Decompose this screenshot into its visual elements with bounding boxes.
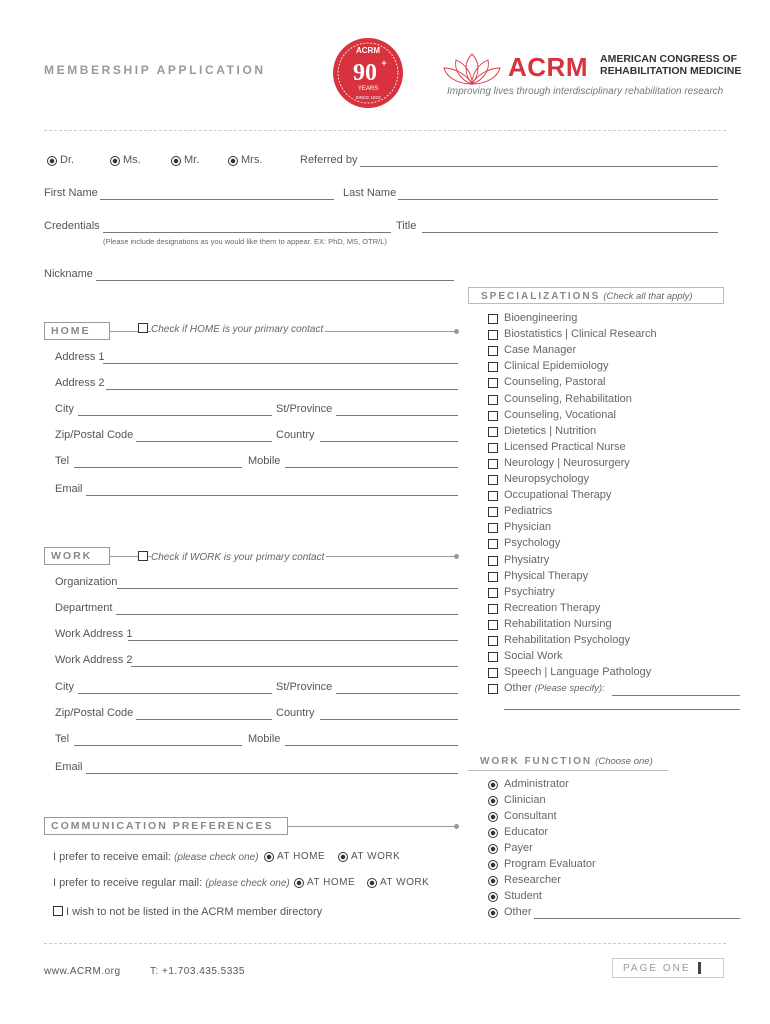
salutation-dr-radio[interactable] [47,156,57,166]
salutation-mrs-label: Mrs. [241,154,263,166]
work-function-hint: (Choose one) [595,756,653,767]
email-at-home-label: AT HOME [277,851,326,862]
specialization-checkbox[interactable] [488,572,498,582]
work-tel-label: Tel [55,733,70,745]
salutation-ms-label: Ms. [123,154,141,166]
specialization-checkbox[interactable] [488,314,498,324]
work-function-heading: WORK FUNCTION [480,756,593,767]
specialization-label: Physical Therapy [504,569,589,582]
not-listed-checkbox[interactable] [53,906,63,916]
work-organization-label: Organization [55,576,118,588]
work-section-dot [454,554,459,559]
home-city-field[interactable] [78,415,272,416]
work-function-label: Consultant [504,810,557,822]
specialization-checkbox[interactable] [488,556,498,566]
credentials-note: (Please include designations as you would like them to appear. EX: PhD, MS, OTR/L) [103,237,387,246]
specialization-checkbox[interactable] [488,668,498,678]
organization-name-line1: AMERICAN CONGRESS OF [600,53,738,65]
seal-since: SINCE 1923 [355,95,381,100]
salutation-ms-radio[interactable] [110,156,120,166]
specializations-header [468,287,724,304]
work-heading: WORK [44,547,110,565]
specialization-label: Occupational Therapy [504,489,612,502]
acrm-90-years-seal [331,36,405,110]
page-indicator [612,958,724,978]
specialization-label: Speech | Language Pathology [504,666,652,679]
specialization-label: Clinical Epidemiology [504,360,609,373]
specialization-checkbox[interactable] [488,491,498,501]
seal-years: YEARS [357,86,379,92]
work-department-label: Department [55,602,113,614]
home-primary-label: Check if HOME is your primary contact [151,324,324,335]
lotus-logo-icon [442,52,502,86]
specialization-other-label [504,682,605,694]
work-organization-field[interactable] [117,588,458,589]
credentials-label: Credentials [44,220,100,232]
work-mobile-field[interactable] [285,745,458,746]
email-at-work-radio[interactable] [338,852,348,862]
home-heading: HOME [44,322,110,340]
specialization-label: Dietetics | Nutrition [504,424,597,437]
organization-name-line2: REHABILITATION MEDICINE [600,64,742,77]
home-primary-checkbox[interactable] [138,323,148,333]
specialization-label: Counseling, Rehabilitation [504,392,632,405]
home-address1-label: Address 1 [55,351,105,363]
work-city-label: City [55,681,74,693]
specialization-checkbox[interactable] [488,636,498,646]
mail-pref-label [53,877,290,889]
work-function-radio[interactable] [488,844,498,854]
work-function-label: Program Evaluator [504,858,596,870]
nickname-label: Nickname [44,268,93,280]
work-function-label: Payer [504,842,533,854]
specialization-label: Licensed Practical Nurse [504,440,626,453]
specialization-label: Rehabilitation Psychology [504,634,630,646]
mail-pref-hint: (please check one) [205,878,290,889]
mail-at-home-label: AT HOME [307,877,356,888]
work-function-label: Student [504,890,542,902]
home-state-field[interactable] [336,415,458,416]
salutation-dr-label: Dr. [60,154,75,166]
specialization-other-field-line2[interactable] [504,709,740,710]
nickname-field[interactable] [96,280,454,281]
specialization-label: Neuropsychology [504,473,589,485]
home-email-label: Email [55,483,83,495]
home-email-field[interactable] [86,495,458,496]
work-function-header [468,754,668,771]
work-function-other-field[interactable] [534,918,740,919]
specialization-label: Psychology [504,537,561,550]
email-at-work-label: AT WORK [351,851,401,862]
specialization-label: Case Manager [504,344,577,357]
email-pref-label [53,851,259,863]
specialization-checkbox[interactable] [488,588,498,598]
specialization-checkbox[interactable] [488,443,498,453]
email-pref-hint: (please check one) [174,852,259,863]
specialization-label: Biostatistics | Clinical Research [504,328,657,341]
work-primary-label: Check if WORK is your primary contact [151,552,325,563]
work-country-field[interactable] [320,719,458,720]
last-name-label: Last Name [343,187,397,199]
title-label: Title [396,220,417,232]
work-mobile-label: Mobile [248,733,281,745]
work-primary-checkbox[interactable] [138,551,148,561]
specialization-checkbox[interactable] [488,620,498,630]
page-label: PAGE ONE [623,963,691,974]
work-function-label: Clinician [504,794,546,806]
page-title: MEMBERSHIP APPLICATION [44,63,266,77]
home-section-dot [454,329,459,334]
footer-phone: T: +1.703.435.5335 [150,966,245,977]
work-zip-field[interactable] [136,719,272,720]
home-mobile-label: Mobile [248,455,281,467]
footer-website: www.ACRM.org [44,966,121,977]
specialization-checkbox[interactable] [488,378,498,388]
specialization-checkbox[interactable] [488,346,498,356]
seal-top-text: ACRM [356,46,380,55]
mail-at-work-label: AT WORK [380,877,430,888]
salutation-mrs-radio[interactable] [228,156,238,166]
home-city-label: City [55,403,74,415]
work-address1-field[interactable] [128,640,458,641]
specialization-other-checkbox[interactable] [488,684,498,694]
salutation-mr-label: Mr. [184,154,200,166]
work-function-other-label: Other [504,906,532,918]
specialization-label: Counseling, Vocational [504,408,616,421]
specialization-checkbox[interactable] [488,507,498,517]
specialization-label: Recreation Therapy [504,601,601,614]
specialization-other-field[interactable] [612,695,740,696]
specialization-checkbox[interactable] [488,539,498,549]
home-tel-label: Tel [55,455,70,467]
specialization-label: Physician [504,521,552,534]
specialization-label: Counseling, Pastoral [504,376,606,389]
home-state-label: St/Province [276,403,333,415]
organization-name [600,54,741,77]
specialization-label: Pediatrics [504,505,553,518]
specialization-checkbox[interactable] [488,395,498,405]
home-address1-field[interactable] [103,363,458,364]
communication-heading: COMMUNICATION PREFERENCES [44,817,288,835]
specializations-heading: SPECIALIZATIONS [481,291,601,302]
mail-pref-text: I prefer to receive regular mail: [53,877,203,889]
email-at-home-radio[interactable] [264,852,274,862]
specialization-checkbox[interactable] [488,330,498,340]
work-department-field[interactable] [116,614,458,615]
home-country-field[interactable] [320,441,458,442]
acrm-logo-text: ACRM [508,52,588,82]
specializations-hint: (Check all that apply) [603,291,693,302]
specialization-label: Psychiatry [504,585,555,598]
work-state-label: St/Province [276,681,333,693]
work-email-field[interactable] [86,773,458,774]
work-function-radio[interactable] [488,812,498,822]
work-email-label: Email [55,761,83,773]
specialization-checkbox[interactable] [488,604,498,614]
work-zip-label: Zip/Postal Code [55,707,134,719]
work-function-radio[interactable] [488,860,498,870]
credentials-field[interactable] [103,232,391,233]
work-country-label: Country [276,707,315,719]
specialization-label: Rehabilitation Nursing [504,617,612,630]
work-address1-label: Work Address 1 [55,628,133,640]
specialization-checkbox[interactable] [488,523,498,533]
home-zip-field[interactable] [136,441,272,442]
page-marker [698,962,701,974]
home-address2-field[interactable] [106,389,458,390]
work-function-label: Educator [504,826,549,838]
communication-section-dot [454,824,459,829]
header-divider [44,130,726,131]
mail-at-home-radio[interactable] [294,878,304,888]
home-tel-field[interactable] [74,467,242,468]
logo-tagline: Improving lives through interdisciplinary rehabilitation research [447,86,724,97]
work-tel-field[interactable] [74,745,242,746]
email-pref-text: I prefer to receive email: [53,851,171,863]
work-function-radio[interactable] [488,796,498,806]
specialization-other-hint: (Please specify): [534,683,605,694]
last-name-field[interactable] [398,199,718,200]
work-function-label: Researcher [504,874,561,886]
seal-plus: + [381,58,387,68]
footer-divider [44,943,726,944]
mail-at-work-radio[interactable] [367,878,377,888]
first-name-field[interactable] [100,199,334,200]
specialization-checkbox[interactable] [488,427,498,437]
referred-by-label: Referred by [300,154,358,166]
specialization-checkbox[interactable] [488,475,498,485]
first-name-label: First Name [44,187,98,199]
home-zip-label: Zip/Postal Code [55,429,134,441]
specialization-label: Social Work [504,650,563,663]
work-function-radio[interactable] [488,780,498,790]
work-address2-field[interactable] [131,666,458,667]
work-function-radio[interactable] [488,876,498,886]
salutation-mr-radio[interactable] [171,156,181,166]
home-mobile-field[interactable] [285,467,458,468]
specialization-label: Bioengineering [504,312,578,324]
specialization-label: Neurology | Neurosurgery [504,456,630,469]
specialization-other-text: Other [504,682,532,694]
specialization-checkbox[interactable] [488,459,498,469]
referred-by-field[interactable] [360,166,718,167]
work-function-label: Administrator [504,778,569,790]
specialization-checkbox[interactable] [488,652,498,662]
work-state-field[interactable] [336,693,458,694]
work-function-other-radio[interactable] [488,908,498,918]
not-listed-label: I wish to not be listed in the ACRM member directory [66,906,323,918]
work-function-radio[interactable] [488,892,498,902]
work-function-radio[interactable] [488,828,498,838]
work-address2-label: Work Address 2 [55,654,133,666]
home-address2-label: Address 2 [55,377,105,389]
specialization-checkbox[interactable] [488,362,498,372]
specialization-checkbox[interactable] [488,411,498,421]
seal-number: 90 [353,60,377,86]
specialization-label: Physiatry [504,553,550,566]
work-city-field[interactable] [78,693,272,694]
home-country-label: Country [276,429,315,441]
title-field[interactable] [422,232,718,233]
